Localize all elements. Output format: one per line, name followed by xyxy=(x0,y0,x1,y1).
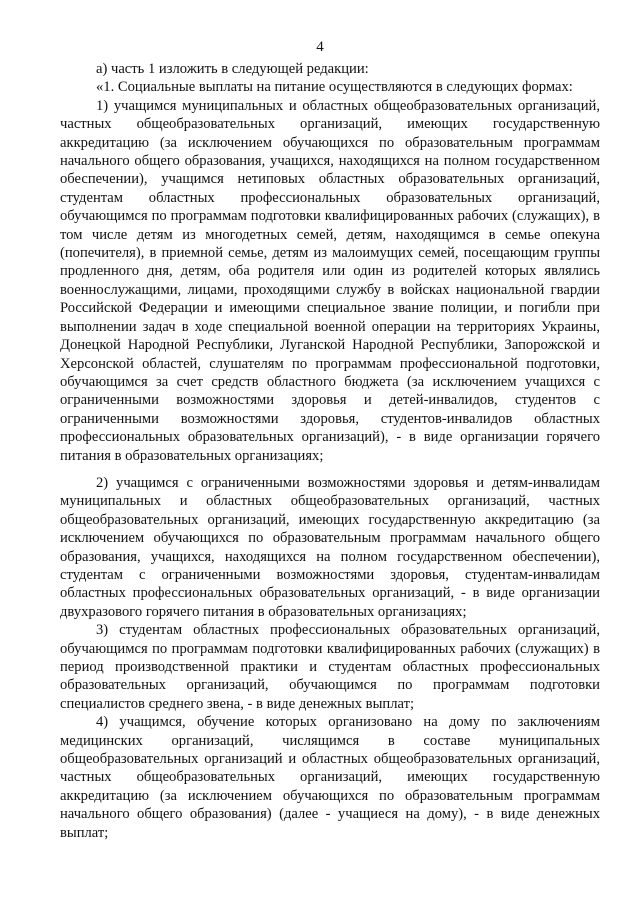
paragraph-intro: а) часть 1 изложить в следующей редакции: xyxy=(96,61,369,77)
page-number: 4 xyxy=(316,39,324,55)
paragraph-part-1-heading: «1. Социальные выплаты на питание осуществляются в следующих формах: xyxy=(96,79,573,96)
paragraph-item-2: 2) учащимся с ограниченными возможностями здоровья и детям-инвалидам муниципальных и областных общеобразовательных организаций, частных общеобразовательных организаций, имеющих государственную аккредитацию (за исключением обучающихся по образовательным программам начального общего образования, учащихся, находящихся на полном государственном обеспечении), студентам с ограниченными возможностями здоровья, студентам-инвалидам областных профессиональных образовательных организаций, - в виде организации двухразового горячего питания в образовательных организациях; xyxy=(60,474,600,620)
document-body xyxy=(60,60,600,842)
paragraph-item-1: 1) учащимся муниципальных и областных общеобразовательных организаций, частных общеобразовательных организаций, имеющих государственную аккредитацию (за исключением обучающихся по образовательным программам начального общего образования, учащихся, находящихся на полном государственном обеспечении), учащимся нетиповых областных образовательных организаций, студентам областных профессиональных образовательных организаций, обучающимся по программам подготовки квалифицированных рабочих (служащих), в том числе детям из многодетных семей, детям, находящимся в семье опекуна (попечителя), в приемной семье, детям из малоимущих семей, посещающим группы продленного дня, детям, оба родителя или один из родителей которых являлись военнослужащими, лицами, проходящими службу в войсках национальной гвардии Российской Федерации и имеющими специальное звание полиции, и погибли при выполнении задач в ходе специальной военной операции на территориях Украины, Донецкой Народной Республики, Луганской Народной Республики, Запорожской и Херсонской областей, слушателям по программам профессиональной подготовки, обучающимся за счет средств областного бюджета (за исключением учащихся с ограниченными возможностями здоровья и детей-инвалидов, студентов с ограниченными возможностями здоровья, студентов-инвалидов областных профессиональных образовательных организаций), - в виде организации горячего питания в образовательных организациях; xyxy=(60,97,600,464)
paragraph-item-3: 3) студентам областных профессиональных образовательных организаций, обучающимся по программам подготовки квалифицированных рабочих (служащих) в период производственной практики и студентам областных профессиональных образовательных организаций, обучающимся по программам подготовки специалистов среднего звена, - в виде денежных выплат; xyxy=(60,622,600,712)
paragraph-item-4: 4) учащимся, обучение которых организовано на дому по заключениям медицинских организаций, числящимся в составе муниципальных общеобразовательных организаций и областных общеобразовательных организаций, частных общеобразовательных организаций, имеющих государственную аккредитацию (за исключением обучающихся по образовательным программам начального общего образования) (далее - учащиеся на дому), - в виде денежных выплат; xyxy=(60,714,600,841)
